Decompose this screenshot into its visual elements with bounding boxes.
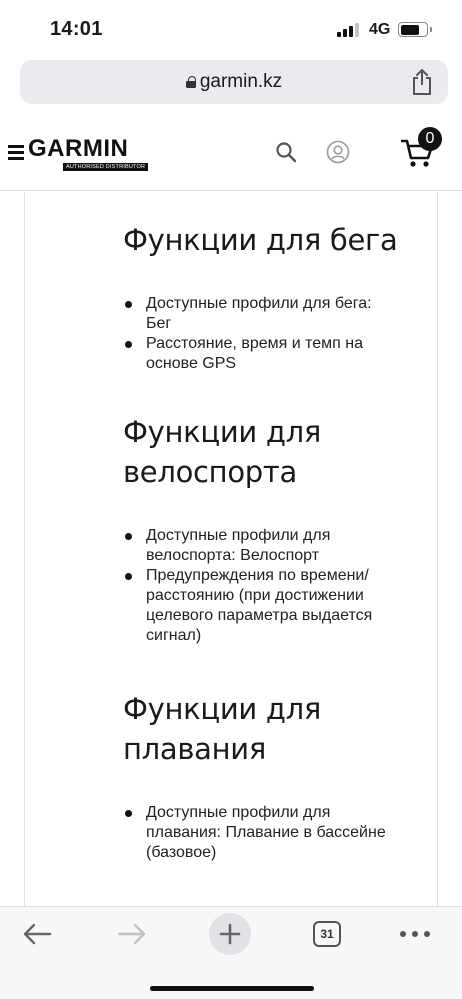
url-display[interactable] bbox=[20, 71, 448, 93]
content-border-right bbox=[437, 192, 438, 906]
more-icon[interactable] bbox=[400, 931, 430, 939]
list-item: Доступные профили для бега: Бег bbox=[99, 294, 389, 334]
section-cycling bbox=[123, 412, 413, 646]
url-text: garmin.kz bbox=[199, 71, 283, 92]
section-title: Функции для бега bbox=[123, 223, 398, 257]
lock-icon bbox=[186, 76, 196, 88]
section-title: Функции для плавания bbox=[123, 692, 321, 766]
address-bar[interactable] bbox=[20, 60, 448, 104]
battery-icon bbox=[398, 22, 428, 37]
tabs-button[interactable]: 31 bbox=[313, 921, 341, 947]
list-item: Доступные профили для плавания: Плавание в бассейне (базовое) bbox=[99, 803, 389, 863]
search-icon[interactable] bbox=[275, 141, 297, 163]
garmin-logo[interactable] bbox=[28, 135, 146, 171]
forward-arrow-icon[interactable] bbox=[117, 921, 147, 947]
feature-list bbox=[99, 526, 389, 646]
content-border-left bbox=[24, 192, 25, 906]
cellular-signal-icon bbox=[337, 23, 361, 37]
hamburger-menu-icon[interactable] bbox=[8, 145, 24, 161]
network-type: 4G bbox=[369, 21, 391, 38]
section-running bbox=[123, 220, 413, 374]
status-time: 14:01 bbox=[50, 18, 103, 40]
new-tab-button[interactable] bbox=[209, 913, 251, 955]
battery-level bbox=[401, 25, 419, 35]
home-indicator bbox=[150, 986, 314, 991]
logo-tagline: AUTHORISED DISTRIBUTOR bbox=[63, 163, 148, 171]
logo-wordmark: GARMIN bbox=[28, 135, 129, 162]
feature-list bbox=[99, 294, 389, 374]
list-item: Расстояние, время и темп на основе GPS bbox=[99, 334, 389, 374]
list-item: Предупреждения по времени/ расстоянию (при достижении целевого параметра выдается сигнал) bbox=[99, 566, 389, 646]
feature-list bbox=[99, 803, 389, 863]
browser-toolbar bbox=[0, 906, 462, 999]
status-bar bbox=[0, 0, 462, 56]
share-icon[interactable] bbox=[411, 68, 433, 96]
list-item: Доступные профили для велоспорта: Велоспорт bbox=[99, 526, 389, 566]
back-arrow-icon[interactable] bbox=[22, 921, 52, 947]
section-title: Функции для велоспорта bbox=[123, 415, 321, 489]
plus-icon bbox=[209, 913, 251, 955]
battery-tip bbox=[430, 27, 432, 32]
section-swimming bbox=[123, 689, 413, 863]
page-content bbox=[0, 192, 462, 906]
account-icon[interactable] bbox=[326, 140, 350, 164]
site-header bbox=[0, 115, 462, 191]
cart-count-badge: 0 bbox=[418, 127, 442, 151]
